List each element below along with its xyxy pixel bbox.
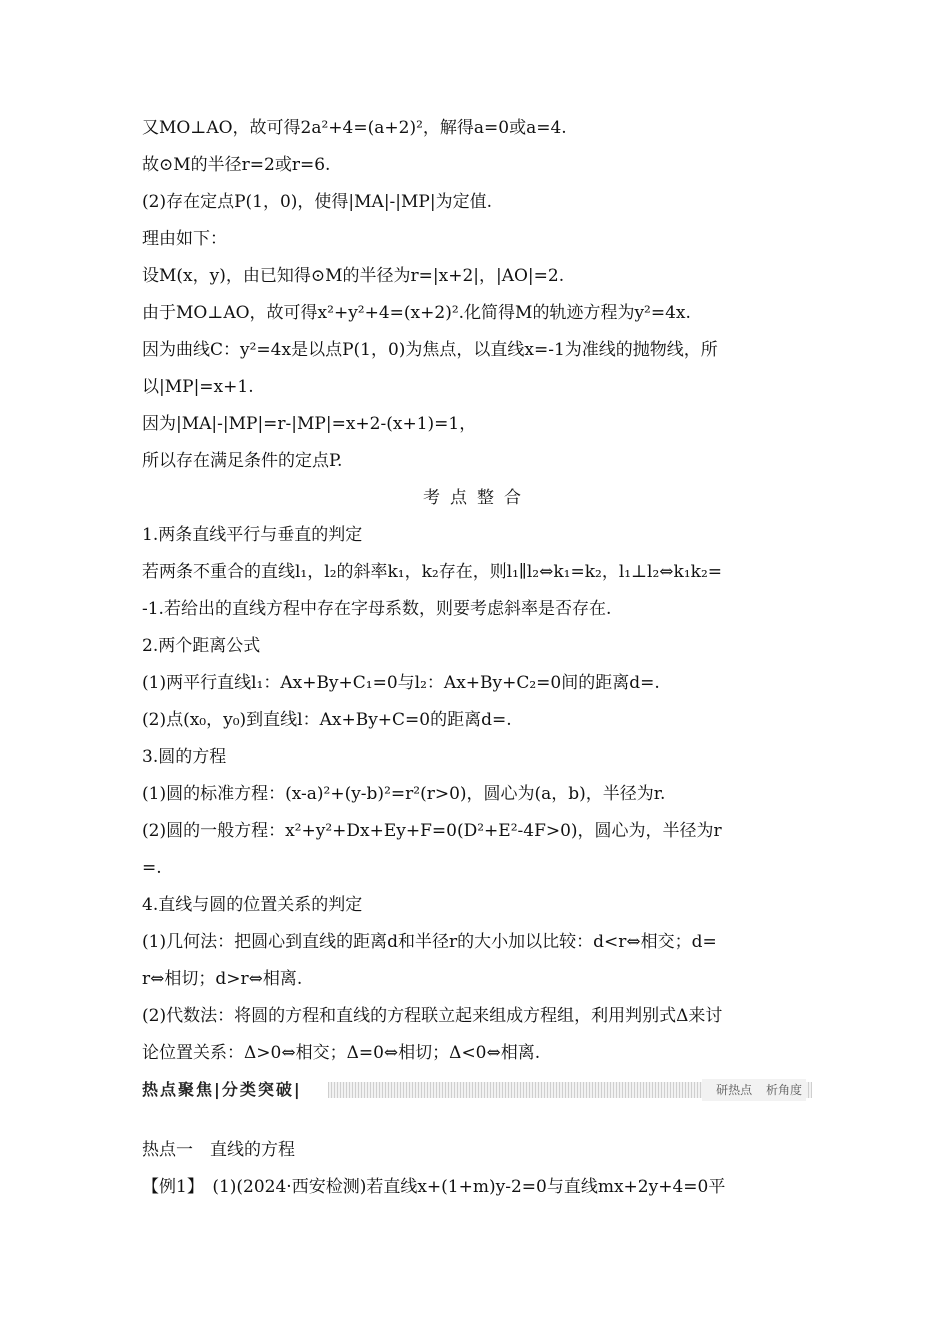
section-heading: 考点整合: [423, 488, 531, 508]
text-line: (2)圆的一般方程：x²+y²+Dx+Ey+F=0(D²+E²-4F>0)，圆心为，半径为r: [142, 821, 722, 841]
banner-title: 热点聚焦|分类突破|: [142, 1080, 302, 1099]
subheading: 3.圆的方程: [142, 747, 227, 767]
text-line: 又MO⊥AO，故可得2a²+4=(a+2)²，解得a=0或a=4.: [142, 118, 567, 138]
banner-tag: 析角度: [765, 1083, 802, 1097]
text-line: 由于MO⊥AO，故可得x²+y²+4=(x+2)².化简得M的轨迹方程为y²=4x.: [142, 303, 691, 323]
text-line: 所以存在满足条件的定点P.: [142, 451, 343, 471]
banner-tag: 研热点: [716, 1083, 753, 1097]
text-line: 因为|MA|-|MP|=r-|MP|=x+2-(x+1)=1，: [142, 414, 477, 434]
subheading: 4.直线与圆的位置关系的判定: [142, 895, 363, 915]
text-line: (1)两平行直线l₁：Ax+By+C₁=0与l₂：Ax+By+C₂=0间的距离d=.: [142, 673, 660, 693]
text-line: (1)圆的标准方程：(x-a)²+(y-b)²=r²(r>0)，圆心为(a，b)，半径为r.: [142, 784, 666, 804]
text-line: -1.若给出的直线方程中存在字母系数，则要考虑斜率是否存在.: [142, 599, 612, 619]
text-line: (2)代数法：将圆的方程和直线的方程联立起来组成方程组，利用判别式Δ来讨: [142, 1006, 723, 1026]
text-line: 若两条不重合的直线l₁，l₂的斜率k₁，k₂存在，则l₁∥l₂⇔k₁=k₂，l₁⊥l₂⇔k₁k₂=: [142, 562, 723, 582]
subheading: 1.两条直线平行与垂直的判定: [142, 525, 363, 545]
text-line: 设M(x，y)，由已知得⊙M的半径为r=|x+2|，|AO|=2.: [142, 266, 565, 286]
subheading: 2.两个距离公式: [142, 636, 261, 656]
text-line: 以|MP|=x+1.: [142, 377, 254, 397]
text-line: =.: [142, 858, 162, 878]
section-banner: [142, 1079, 812, 1101]
example-line: 【例1】 (1)(2024·西安检测)若直线x+(1+m)y-2=0与直线mx+2y+4=0平: [142, 1177, 726, 1197]
text-line: r⇔相切；d>r⇔相离.: [142, 969, 303, 989]
text-line: 论位置关系：Δ>0⇔相交；Δ=0⇔相切；Δ<0⇔相离.: [142, 1043, 541, 1063]
hotspot-heading: 热点一 直线的方程: [142, 1140, 295, 1160]
text-line: (2)存在定点P(1，0)，使得|MA|-|MP|为定值.: [142, 192, 493, 212]
banner-tags: [702, 1079, 806, 1101]
text-line: 因为曲线C：y²=4x是以点P(1，0)为焦点，以直线x=-1为准线的抛物线，所: [142, 340, 718, 360]
text-line: (2)点(x₀，y₀)到直线l：Ax+By+C=0的距离d=.: [142, 710, 512, 730]
text-line: 故⊙M的半径r=2或r=6.: [142, 155, 331, 175]
text-line: (1)几何法：把圆心到直线的距离d和半径r的大小加以比较：d<r⇔相交；d=: [142, 932, 717, 952]
text-line: 理由如下：: [142, 229, 227, 249]
